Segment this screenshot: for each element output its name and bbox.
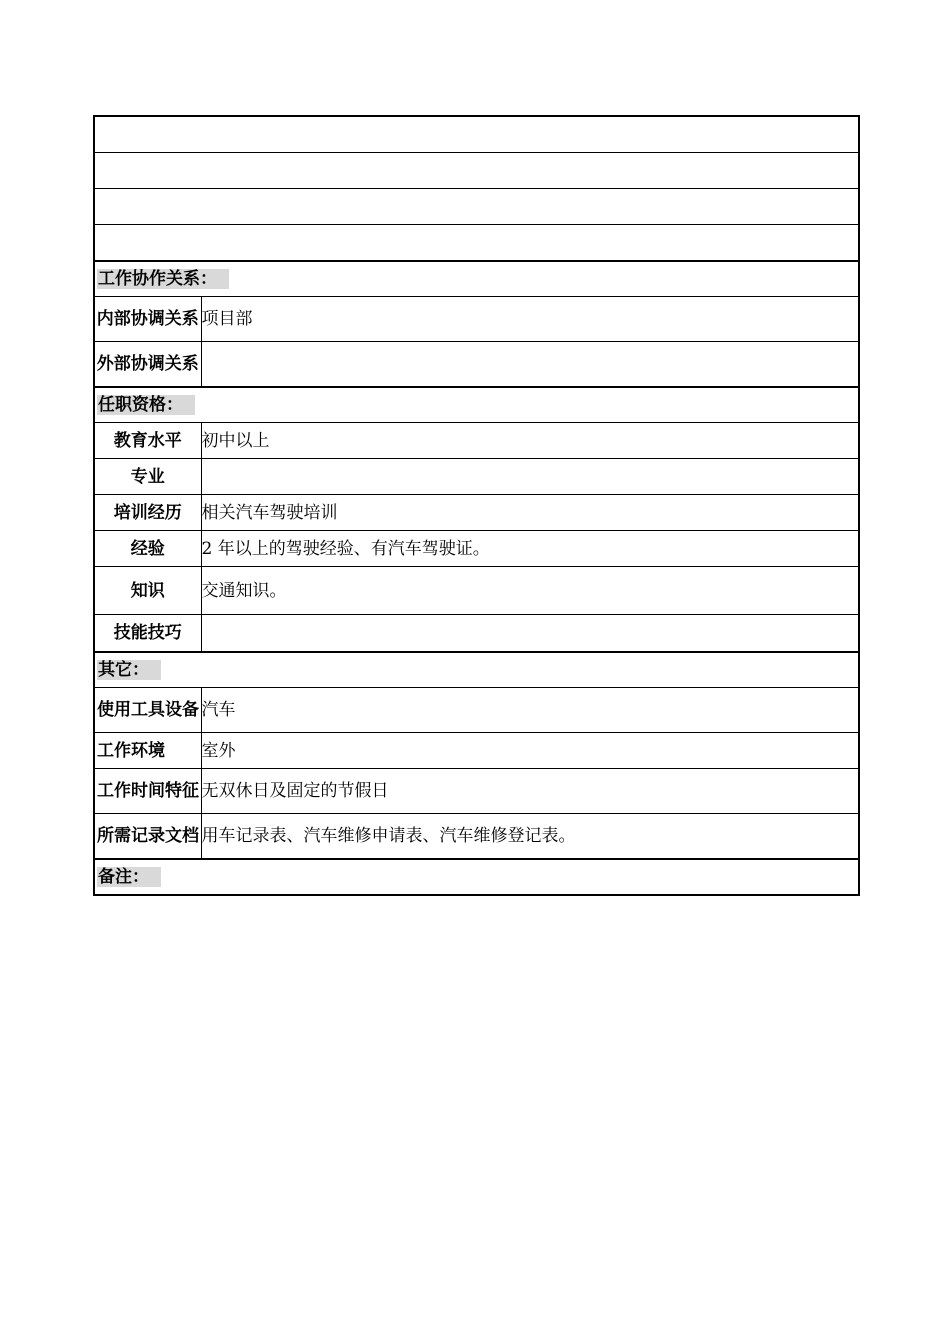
work-time-value: 无双休日及固定的节假日 (201, 769, 859, 814)
blank-cell (94, 225, 859, 262)
cooperation-section-title: 工作协作关系： (97, 269, 229, 289)
blank-row (94, 116, 859, 153)
form-row (94, 733, 859, 769)
education-value: 初中以上 (201, 423, 859, 459)
section-header-row (94, 387, 859, 423)
records-value: 用车记录表、汽车维修申请表、汽车维修登记表。 (201, 814, 859, 860)
training-label: 培训经历 (94, 495, 201, 531)
remarks-section-title: 备注： (97, 867, 161, 887)
blank-cell (94, 116, 859, 153)
work-time-label: 工作时间特征 (94, 769, 201, 814)
blank-cell (94, 189, 859, 225)
form-row (94, 688, 859, 733)
form-row (94, 567, 859, 615)
job-description-form (93, 115, 860, 896)
form-row (94, 814, 859, 860)
records-label: 所需记录文档 (94, 814, 201, 860)
form-row (94, 342, 859, 388)
form-row (94, 495, 859, 531)
work-environment-label: 工作环境 (94, 733, 201, 769)
form-row (94, 615, 859, 653)
tools-equipment-label: 使用工具设备 (94, 688, 201, 733)
external-coordination-value (201, 342, 859, 388)
form-row (94, 423, 859, 459)
form-row (94, 297, 859, 342)
internal-coordination-value: 项目部 (201, 297, 859, 342)
form-row (94, 459, 859, 495)
work-environment-value: 室外 (201, 733, 859, 769)
section-header-row (94, 859, 859, 895)
experience-label: 经验 (94, 531, 201, 567)
experience-value: 2 年以上的驾驶经验、有汽车驾驶证。 (201, 531, 859, 567)
qualifications-section-title: 任职资格： (97, 395, 195, 415)
form-row (94, 769, 859, 814)
external-coordination-label: 外部协调关系 (94, 342, 201, 388)
skills-label: 技能技巧 (94, 615, 201, 653)
other-section-title: 其它： (97, 660, 161, 680)
training-value: 相关汽车驾驶培训 (201, 495, 859, 531)
major-value (201, 459, 859, 495)
knowledge-value: 交通知识。 (201, 567, 859, 615)
internal-coordination-label: 内部协调关系 (94, 297, 201, 342)
form-row (94, 531, 859, 567)
section-header-row (94, 652, 859, 688)
major-label: 专业 (94, 459, 201, 495)
section-header-row (94, 261, 859, 297)
blank-cell (94, 153, 859, 189)
skills-value (201, 615, 859, 653)
blank-row (94, 153, 859, 189)
knowledge-label: 知识 (94, 567, 201, 615)
tools-equipment-value: 汽车 (201, 688, 859, 733)
education-label: 教育水平 (94, 423, 201, 459)
blank-row (94, 189, 859, 225)
blank-row (94, 225, 859, 262)
